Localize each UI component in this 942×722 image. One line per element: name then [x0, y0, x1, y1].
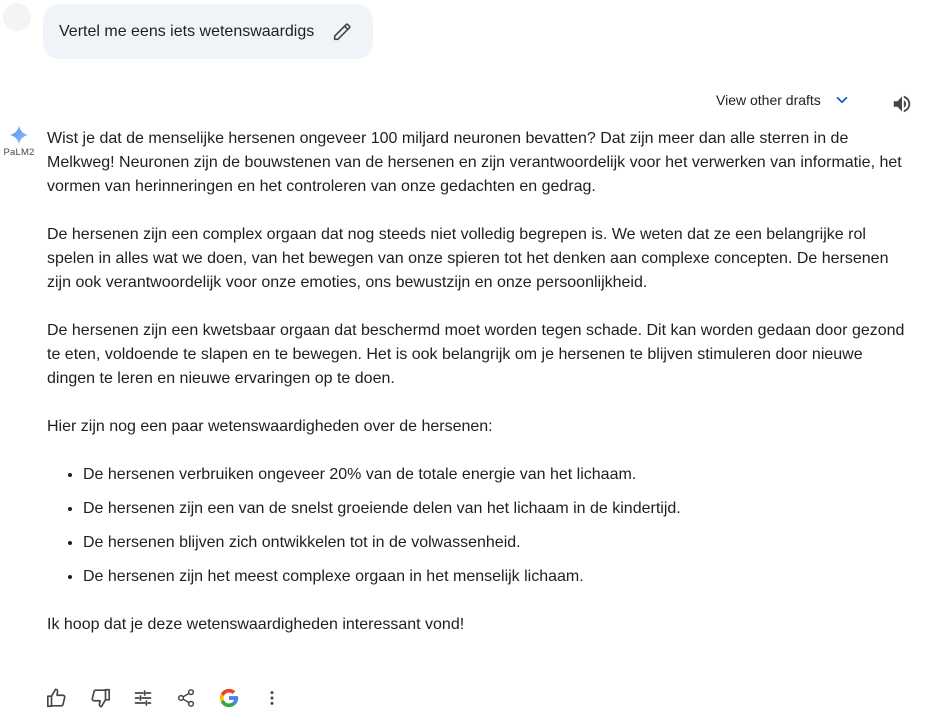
- list-item: • De hersenen verbruiken ongeveer 20% van de totale energie van het lichaam.: [83, 463, 907, 487]
- prompt-text: Vertel me eens iets wetenswaardigs: [59, 22, 315, 40]
- model-badge: [2, 124, 36, 158]
- list-item: • De hersenen zijn een van de snelst groeiende delen van het lichaam in de kindertijd.: [83, 497, 907, 521]
- thumbs-down-button[interactable]: [87, 685, 113, 711]
- google-check-button[interactable]: [216, 685, 242, 711]
- more-options-button[interactable]: [259, 685, 285, 711]
- user-avatar: [3, 3, 31, 31]
- facts-list: [47, 463, 907, 589]
- model-label: PaLM2: [3, 147, 35, 158]
- list-item: • De hersenen zijn het meest complexe orgaan in het menselijk lichaam.: [83, 565, 907, 589]
- chevron-down-icon: [833, 91, 851, 109]
- volume-icon[interactable]: [891, 93, 913, 115]
- view-other-drafts-label: View other drafts: [716, 92, 821, 108]
- pencil-icon[interactable]: [331, 21, 353, 43]
- prompt-bubble: [43, 4, 373, 59]
- response-body: [47, 127, 907, 661]
- response-paragraph: De hersenen zijn een kwetsbaar orgaan dat beschermd moet worden tegen schade. Dit kan worden gedaan door gezond te eten, voldoende te slapen en te bewegen. Het is ook belangrijk om je hersenen te blijven stimuleren door nieuwe dingen te leren en nieuwe ervaringen op te doen.: [47, 322, 905, 387]
- response-paragraph: Wist je dat de menselijke hersenen ongeveer 100 miljard neuronen bevatten? Dat zijn meer dan alle sterren in de Melkweg! Neuronen zijn de bouwstenen van de hersenen en zijn verantwoordelijk voor het verwerken van informatie, het vormen van herinneringen en het controleren van onze gedachten en gedrag.: [47, 130, 902, 195]
- thumbs-up-icon: [46, 687, 68, 709]
- response-paragraph: De hersenen zijn een complex orgaan dat nog steeds niet volledig begrepen is. We weten dat ze een belangrijke rol spelen in alles wat we doen, van het bewegen van onze spieren tot het denken aan complexe concepten. De hersenen zijn ook verantwoordelijk voor onze emoties, ons bewustzijn en onze persoonlijkheid.: [47, 226, 889, 291]
- google-icon: [218, 687, 240, 709]
- thumbs-up-button[interactable]: [44, 685, 70, 711]
- response-paragraph: Hier zijn nog een paar wetenswaardigheden over de hersenen:: [47, 418, 493, 435]
- sparkle-icon: [8, 124, 30, 146]
- list-item: • De hersenen blijven zich ontwikkelen tot in de volwassenheid.: [83, 531, 907, 555]
- share-icon: [176, 688, 196, 708]
- share-button[interactable]: [173, 685, 199, 711]
- view-other-drafts-button[interactable]: [716, 88, 851, 112]
- thumbs-down-icon: [89, 687, 111, 709]
- tune-icon: [133, 688, 153, 708]
- response-closing: Ik hoop dat je deze wetenswaardigheden interessant vond!: [47, 616, 465, 633]
- response-actions: [44, 685, 302, 711]
- modify-response-button[interactable]: [130, 685, 156, 711]
- more-vert-icon: [262, 688, 282, 708]
